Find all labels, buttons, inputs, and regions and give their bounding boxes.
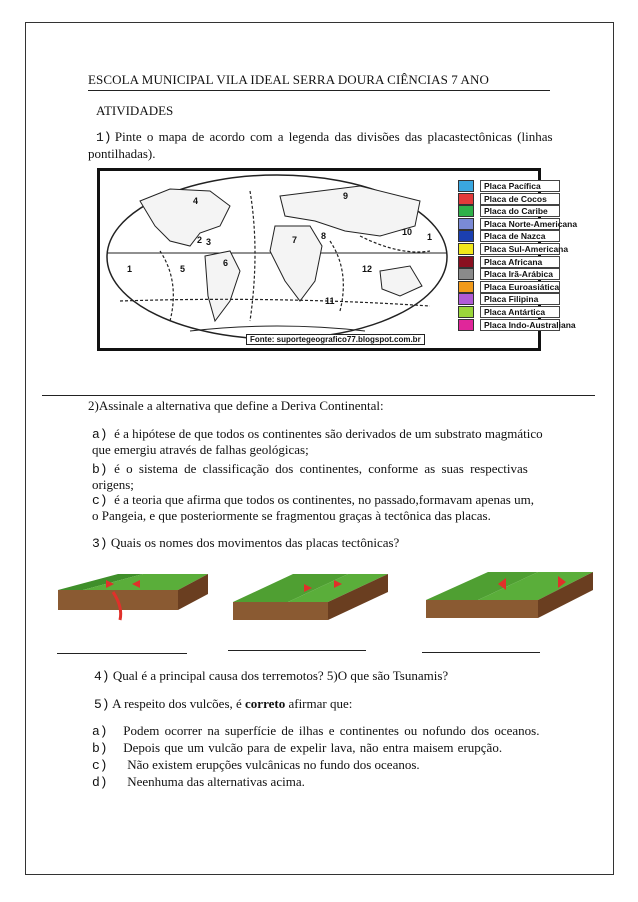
option-2b <box>92 461 544 478</box>
option-2b-line2: origens; <box>92 477 134 492</box>
legend-label: Placa Euroasiática <box>480 281 560 293</box>
tectonic-plates-map <box>97 168 578 351</box>
plate-number: 5 <box>180 264 186 274</box>
legend-label: Placa do Caribe <box>480 205 560 217</box>
legend-swatch <box>458 180 474 192</box>
question-1-line1: Pinte o mapa de acordo com a legenda das divisões das placastectônicas (linhas <box>114 129 553 144</box>
legend-item <box>458 293 560 305</box>
legend-label: Placa Norte-Americana <box>480 218 560 230</box>
legend-item <box>458 193 560 205</box>
legend-swatch <box>458 230 474 242</box>
divergent-boundary-diagram <box>233 574 388 620</box>
legend-label: Placa Africana <box>480 256 560 268</box>
plate-number: 2 <box>197 235 203 245</box>
legend-swatch <box>458 218 474 230</box>
legend-swatch <box>458 281 474 293</box>
legend-label: Placa de Cocos <box>480 193 560 205</box>
legend-label: Placa Sul-Americana <box>480 243 560 255</box>
option-2a-line2: que emergiu através de falhas geológicas; <box>92 442 309 457</box>
legend-label: Placa Filipina <box>480 293 560 305</box>
transform-boundary-diagram <box>426 572 593 618</box>
legend-item <box>458 256 560 268</box>
legend-label: Placa Pacífica <box>480 180 560 192</box>
question-4-number: 4) <box>94 669 110 684</box>
option-5b-letter: b) <box>92 741 108 756</box>
legend-item <box>458 319 576 331</box>
plate-number: 1 <box>127 264 133 274</box>
plate-number: 12 <box>362 264 373 274</box>
plate-number: 4 <box>193 196 199 206</box>
option-2b-line1: é o sistema de classificação dos continentes, conforme as suas respectivas <box>114 461 528 476</box>
legend-label: Placa Indo-Australiana <box>480 319 560 331</box>
option-5b-text: Depois que um vulcão para de expelir lava, não entra maisem erupção. <box>123 740 503 755</box>
answer-line-2[interactable] <box>228 650 366 651</box>
legend-swatch <box>458 293 474 305</box>
option-5a-text: Podem ocorrer na superfície de ilhas e continentes ou nofundo dos oceanos. <box>123 723 540 738</box>
option-2a <box>92 426 544 443</box>
legend-item <box>458 306 560 318</box>
legend-item <box>458 205 560 217</box>
option-5a <box>92 723 539 740</box>
question-2-prompt: 2)Assinale a alternativa que define a Deriva Continental: <box>88 398 384 413</box>
option-2c <box>92 492 544 509</box>
question-1-line2: pontilhadas). <box>88 146 156 161</box>
map-source-caption: Fonte: suportegeografico77.blogspot.com.br <box>246 334 425 345</box>
option-2b-letter: b) <box>92 462 108 477</box>
option-2a-line1: é a hipótese de que todos os continentes são derivados de um substrato magmático <box>114 426 543 441</box>
plate-movements-illustration <box>48 562 598 630</box>
convergent-boundary-diagram <box>58 574 208 620</box>
plate-side <box>233 602 328 620</box>
question-5-text-after: afirmar que: <box>288 696 353 711</box>
option-2c-line2: o Pangeia, e que posteriormente se fragmentou graças à tectônica das placas. <box>92 508 491 523</box>
option-5b <box>92 740 502 757</box>
question-5-text-bold: correto <box>245 696 286 711</box>
legend-item <box>458 180 560 192</box>
option-5c-text: Não existem erupções vulcânicas no fundo dos oceanos. <box>127 757 420 772</box>
legend-item <box>458 268 560 280</box>
plate-number: 1 <box>427 232 433 242</box>
question-3-text: Quais os nomes dos movimentos das placas tectônicas? <box>110 535 400 550</box>
option-2a-letter: a) <box>92 427 108 442</box>
world-map-svg <box>100 171 455 348</box>
plate-number: 6 <box>223 258 229 268</box>
map-legend <box>458 180 578 340</box>
question-3-number: 3) <box>92 536 108 551</box>
option-5d <box>92 774 305 791</box>
legend-swatch <box>458 193 474 205</box>
activities-title: ATIVIDADES <box>96 103 174 118</box>
plate-number: 9 <box>343 191 349 201</box>
option-5d-text: Neenhuma das alternativas acima. <box>127 774 305 789</box>
answer-line-1[interactable] <box>57 653 187 654</box>
question-3 <box>92 535 399 552</box>
plate-number: 8 <box>321 231 327 241</box>
question-4 <box>94 668 448 685</box>
question-4-text: Qual é a principal causa dos terremotos? 5)O que são Tsunamis? <box>112 668 449 683</box>
option-5c <box>92 757 420 774</box>
legend-item <box>458 281 560 293</box>
legend-label: Placa Antártica <box>480 306 560 318</box>
legend-swatch <box>458 243 474 255</box>
legend-swatch <box>458 306 474 318</box>
option-5a-letter: a) <box>92 724 108 739</box>
legend-label: Placa Irã-Arábica <box>480 268 560 280</box>
plate-number: 3 <box>206 237 212 247</box>
question-1 <box>96 129 553 146</box>
option-2c-letter: c) <box>92 493 108 508</box>
question-1-number: 1) <box>96 130 112 145</box>
question-5 <box>94 696 352 713</box>
legend-item <box>458 218 578 230</box>
plate-side <box>426 600 538 618</box>
option-5c-letter: c) <box>92 758 108 773</box>
legend-label: Placa de Nazca <box>480 230 560 242</box>
plate-number: 11 <box>325 296 335 306</box>
question-5-text-before: A respeito dos vulcões, é <box>112 696 242 711</box>
page-header: ESCOLA MUNICIPAL VILA IDEAL SERRA DOURA CIÊNCIAS 7 ANO <box>88 72 550 91</box>
legend-item <box>458 230 560 242</box>
legend-swatch <box>458 205 474 217</box>
map-inner <box>100 171 578 348</box>
plate-number: 10 <box>402 227 413 237</box>
option-5d-letter: d) <box>92 775 108 790</box>
section-divider <box>42 395 595 396</box>
legend-item <box>458 243 569 255</box>
legend-swatch <box>458 256 474 268</box>
question-5-number: 5) <box>94 697 110 712</box>
answer-line-3[interactable] <box>422 652 540 653</box>
option-2c-line1: é a teoria que afirma que todos os continentes, no passado,formavam apenas um, <box>114 492 534 507</box>
legend-swatch <box>458 319 474 331</box>
legend-swatch <box>458 268 474 280</box>
plate-number: 7 <box>292 235 298 245</box>
